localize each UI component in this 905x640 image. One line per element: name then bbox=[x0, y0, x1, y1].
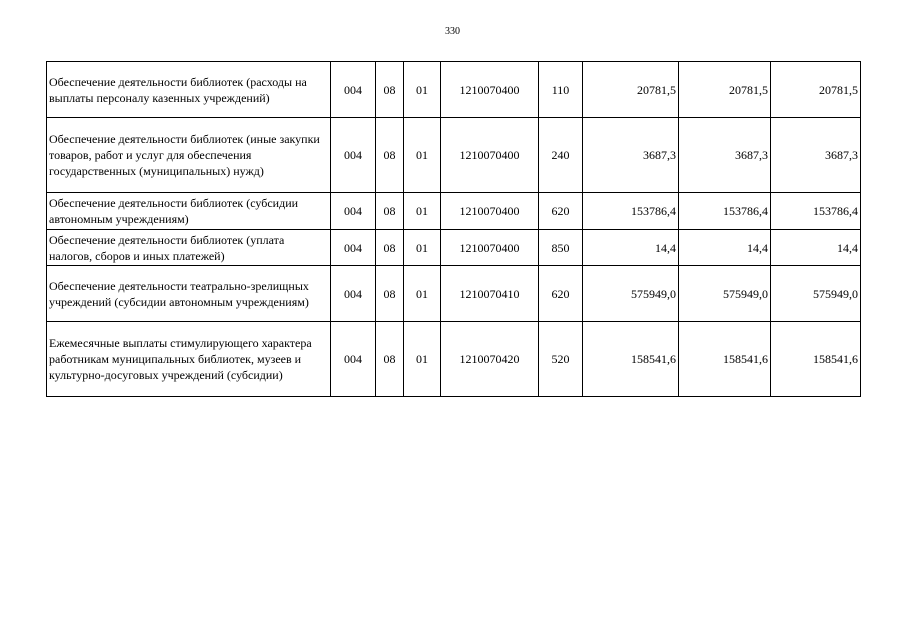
ministry-code: 004 bbox=[331, 322, 376, 397]
table-row bbox=[47, 266, 861, 322]
expense-type-code: 850 bbox=[539, 230, 583, 266]
section-code: 08 bbox=[376, 230, 404, 266]
amount-year-2: 575949,0 bbox=[679, 266, 771, 322]
subsection-code: 01 bbox=[404, 62, 441, 118]
subsection-code: 01 bbox=[404, 193, 441, 230]
expense-type-code: 620 bbox=[539, 193, 583, 230]
page-number: 330 bbox=[445, 26, 460, 37]
amount-year-1: 575949,0 bbox=[583, 266, 679, 322]
ministry-code: 004 bbox=[331, 230, 376, 266]
target-code: 1210070400 bbox=[441, 230, 539, 266]
table-row bbox=[47, 322, 861, 397]
section-code: 08 bbox=[376, 266, 404, 322]
ministry-code: 004 bbox=[331, 118, 376, 193]
target-code: 1210070400 bbox=[441, 193, 539, 230]
budget-table bbox=[46, 61, 861, 397]
amount-year-2: 20781,5 bbox=[679, 62, 771, 118]
section-code: 08 bbox=[376, 193, 404, 230]
amount-year-1: 3687,3 bbox=[583, 118, 679, 193]
subsection-code: 01 bbox=[404, 266, 441, 322]
ministry-code: 004 bbox=[331, 266, 376, 322]
expense-type-code: 520 bbox=[539, 322, 583, 397]
subsection-code: 01 bbox=[404, 322, 441, 397]
section-code: 08 bbox=[376, 118, 404, 193]
target-code: 1210070410 bbox=[441, 266, 539, 322]
amount-year-1: 158541,6 bbox=[583, 322, 679, 397]
row-name: Обеспечение деятельности библиотек (уплата налогов, сборов и иных платежей) bbox=[47, 230, 331, 266]
target-code: 1210070420 bbox=[441, 322, 539, 397]
amount-year-1: 20781,5 bbox=[583, 62, 679, 118]
amount-year-2: 153786,4 bbox=[679, 193, 771, 230]
amount-year-3: 158541,6 bbox=[771, 322, 861, 397]
table-row bbox=[47, 193, 861, 230]
amount-year-3: 3687,3 bbox=[771, 118, 861, 193]
section-code: 08 bbox=[376, 62, 404, 118]
amount-year-3: 575949,0 bbox=[771, 266, 861, 322]
subsection-code: 01 bbox=[404, 230, 441, 266]
amount-year-3: 20781,5 bbox=[771, 62, 861, 118]
ministry-code: 004 bbox=[331, 193, 376, 230]
expense-type-code: 620 bbox=[539, 266, 583, 322]
amount-year-1: 153786,4 bbox=[583, 193, 679, 230]
table-body bbox=[47, 62, 861, 397]
amount-year-2: 3687,3 bbox=[679, 118, 771, 193]
row-name: Обеспечение деятельности библиотек (иные закупки товаров, работ и услуг для обеспечения государственных (муниципальных) нужд) bbox=[47, 118, 331, 193]
row-name: Обеспечение деятельности библиотек (субсидии автономным учреждениям) bbox=[47, 193, 331, 230]
section-code: 08 bbox=[376, 322, 404, 397]
amount-year-3: 14,4 bbox=[771, 230, 861, 266]
table-row bbox=[47, 62, 861, 118]
row-name: Ежемесячные выплаты стимулирующего характера работникам муниципальных библиотек, музеев и культурно-досуговых учреждений (субсидии) bbox=[47, 322, 331, 397]
row-name: Обеспечение деятельности театрально-зрелищных учреждений (субсидии автономным учреждениям) bbox=[47, 266, 331, 322]
amount-year-3: 153786,4 bbox=[771, 193, 861, 230]
subsection-code: 01 bbox=[404, 118, 441, 193]
target-code: 1210070400 bbox=[441, 118, 539, 193]
amount-year-1: 14,4 bbox=[583, 230, 679, 266]
amount-year-2: 14,4 bbox=[679, 230, 771, 266]
ministry-code: 004 bbox=[331, 62, 376, 118]
row-name: Обеспечение деятельности библиотек (расходы на выплаты персоналу казенных учреждений) bbox=[47, 62, 331, 118]
amount-year-2: 158541,6 bbox=[679, 322, 771, 397]
expense-type-code: 240 bbox=[539, 118, 583, 193]
table-row bbox=[47, 230, 861, 266]
table-row bbox=[47, 118, 861, 193]
expense-type-code: 110 bbox=[539, 62, 583, 118]
target-code: 1210070400 bbox=[441, 62, 539, 118]
